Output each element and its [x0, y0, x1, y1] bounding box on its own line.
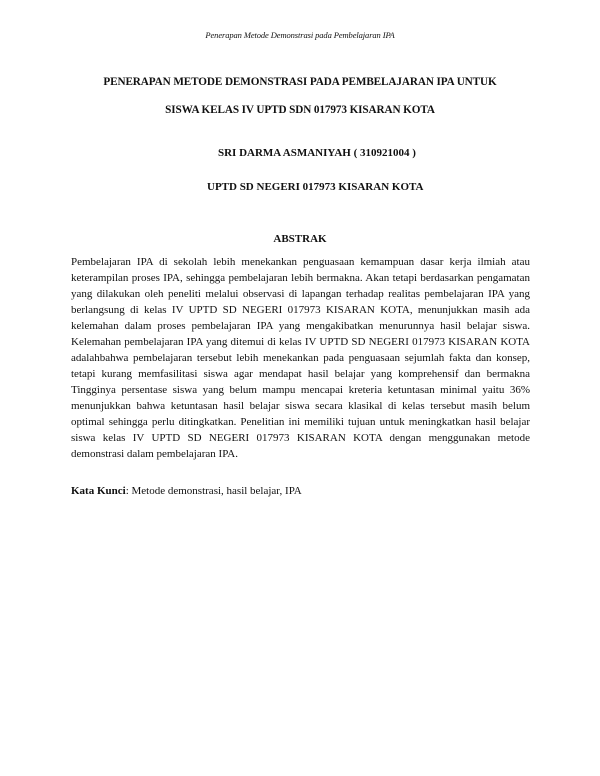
paper-title	[60, 68, 540, 124]
paper-title-line-2: SISWA KELAS IV UPTD SDN 017973 KISARAN KOTA	[165, 104, 435, 116]
abstract-body: Pembelajaran IPA di sekolah lebih menekankan penguasaan kemampuan dasar kerja ilmiah atau keterampilan proses IPA, sehingga pembelajaran lebih bermakna. Akan tetapi berdasarkan pengamatan yang dilakukan oleh peneliti melalui observasi di lapangan terhadap realitas pembelajaran IPA yang berlangsung di kelas IV UPTD SD NEGERI 017973 KISARAN KOTA, menunjukkan masih ada kelemahan dalam proses pembelajaran IPA yang mengakibatkan menurunnya hasil belajar siswa. Kelemahan pembelajaran IPA yang ditemui di kelas IV UPTD SD NEGERI 017973 KISARAN KOTA adalahbahwa pembelajaran tersebut lebih menekankan pada penguasaan sejumlah fakta dan konsep, tetapi kurang memfasilitasi siswa agar mendapat hasil belajar yang komprehensif dan bermakna Tingginya persentase siswa yang belum mampu mencapai kreteria ketuntasan minimal yaitu 36% menunjukkan bahwa ketuntasan hasil belajar siswa secara klasikal di kelas tersebut masih belum optimal sehingga perlu ditingkatkan. Penelitian ini memiliki tujuan untuk meningkatkan hasil belajar siswa kelas IV UPTD SD NEGERI 017973 KISARAN KOTA dengan menggunakan metode demonstrasi dalam pembelajaran IPA.	[71, 256, 530, 460]
keywords-label: Kata Kunci	[71, 485, 126, 497]
paper-title-line-1: PENERAPAN METODE DEMONSTRASI PADA PEMBELAJARAN IPA UNTUK	[103, 76, 497, 88]
author-name: SRI DARMA ASMANIYAH ( 310921004 )	[218, 147, 416, 159]
keywords-separator: :	[125, 485, 129, 497]
running-header: Penerapan Metode Demonstrasi pada Pembelajaran IPA	[205, 30, 395, 40]
keywords	[71, 485, 530, 497]
author-affiliation: UPTD SD NEGERI 017973 KISARAN KOTA	[207, 181, 424, 193]
abstract-heading: ABSTRAK	[273, 233, 327, 245]
keywords-text: Metode demonstrasi, hasil belajar, IPA	[128, 485, 302, 497]
